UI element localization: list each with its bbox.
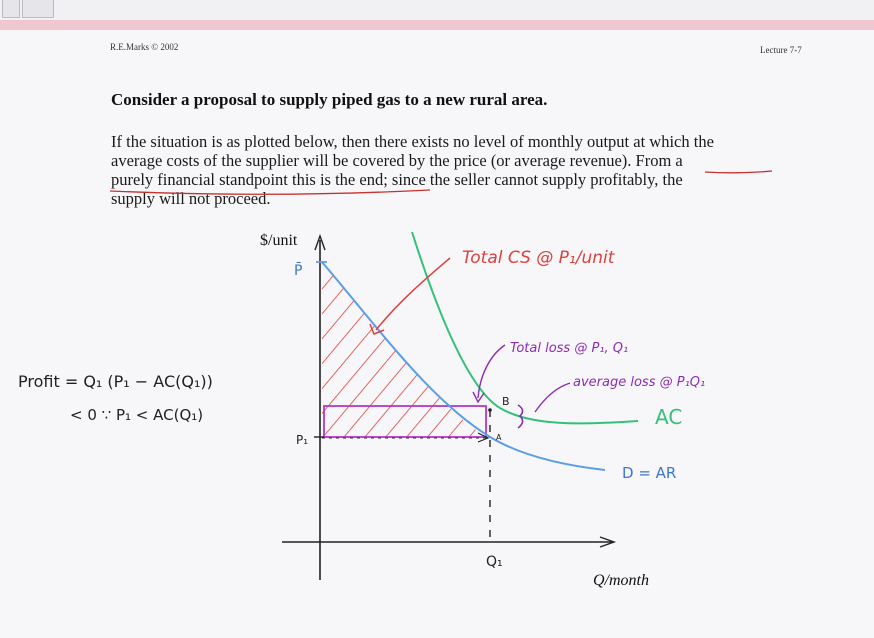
- point-b-label: B: [502, 395, 510, 408]
- lecture-number: Lecture 7-7: [760, 45, 802, 55]
- average-loss-note: average loss @ P₁Q₁: [573, 375, 706, 390]
- paragraph-line: average costs of the supplier will be covered by the price (or average revenue). From a: [111, 151, 683, 170]
- q1-label: Q₁: [486, 554, 503, 570]
- ac-curve-label: AC: [655, 405, 683, 429]
- paragraph-line: If the situation is as plotted below, then there exists no level of monthly output at which the: [111, 132, 714, 151]
- underline-mark: [110, 190, 430, 194]
- total-cs-note: Total CS @ P₁/unit: [462, 248, 615, 268]
- point-a-label: A: [496, 433, 502, 442]
- demand-curve-label: D = AR: [622, 464, 677, 482]
- consumer-surplus-area: [322, 262, 486, 437]
- paragraph-line: purely financial standpoint this is the end; since the seller cannot supply profitably, the: [111, 170, 683, 189]
- p1-label: P₁: [296, 433, 309, 447]
- total-loss-note: Total loss @ P₁, Q₁: [510, 341, 629, 356]
- author-copyright: R.E.Marks © 2002: [110, 42, 179, 52]
- point-b-dot: [488, 408, 492, 412]
- y-axis-label: $/unit: [260, 232, 298, 249]
- cs-pointer-line: [376, 258, 450, 330]
- p-bar-label: P̄: [294, 263, 303, 279]
- underline-mark: [705, 171, 772, 173]
- x-axis-label: Q/month: [593, 572, 649, 589]
- avg-loss-pointer-line: [535, 383, 570, 412]
- slide-title: Consider a proposal to supply piped gas to a new rural area.: [111, 90, 548, 109]
- profit-condition: < 0 ∵ P₁ < AC(Q₁): [70, 406, 204, 424]
- profit-formula: Profit = Q₁ (P₁ − AC(Q₁)): [18, 372, 213, 391]
- paragraph-line: supply will not proceed.: [111, 189, 271, 208]
